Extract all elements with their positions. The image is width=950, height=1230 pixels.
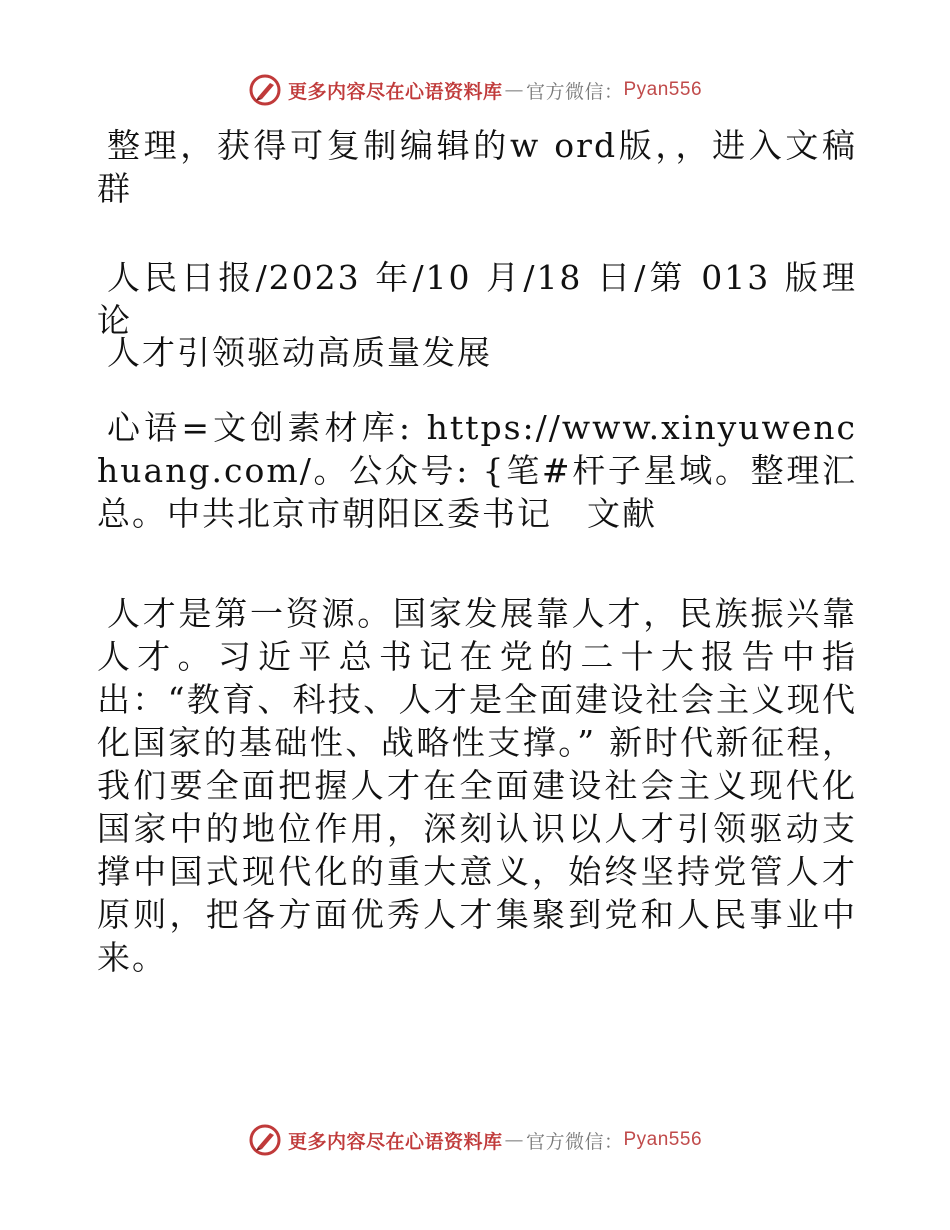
pen-logo-icon (248, 1123, 282, 1157)
watermark-wechat-id: Pyan556 (623, 79, 703, 100)
watermark-main-text: 更多内容尽在心语资料库 (287, 80, 503, 103)
header-watermark (0, 70, 950, 110)
pen-logo-icon (248, 73, 282, 107)
watermark-dash: — (504, 79, 524, 101)
source-line: 人民日报/2023 年/10 月/18 日/第 013 版理论 (97, 258, 857, 340)
credit-line: 心语=文创素材库: https://www.xinyuwenchuang.com/。公众号: {笔#杆子星域。整理汇总。中共北京市朝阳区委书记 文献 (97, 408, 857, 533)
body-paragraph: 人才是第一资源。国家发展靠人才，民族振兴靠人才。习近平总书记在党的二十大报告中指出：“教育、科技、人才是全面建设社会主义现代化国家的基础性、战略性支撑。” 新时代新征程，我们要全面把握人才在全面建设社会主义现代化国家中的地位作用，深刻认识以人才引领驱动支撑中国式现代化的重大意义，始终坚持党管人才原则，把各方面优秀人才集聚到党和人民事业中来。 (97, 594, 857, 977)
watermark-label: 官方微信： (525, 80, 624, 103)
watermark-wechat-id: Pyan556 (623, 1129, 703, 1150)
watermark-label: 官方微信： (525, 1130, 624, 1153)
article-title: 人才引领驱动高质量发展 (107, 333, 492, 372)
footer-watermark (0, 1120, 950, 1160)
intro-line: 整理，获得可复制编辑的w ord版，，进入文稿群 (97, 126, 857, 208)
watermark-main-text: 更多内容尽在心语资料库 (287, 1130, 503, 1153)
watermark-dash: — (504, 1129, 524, 1151)
